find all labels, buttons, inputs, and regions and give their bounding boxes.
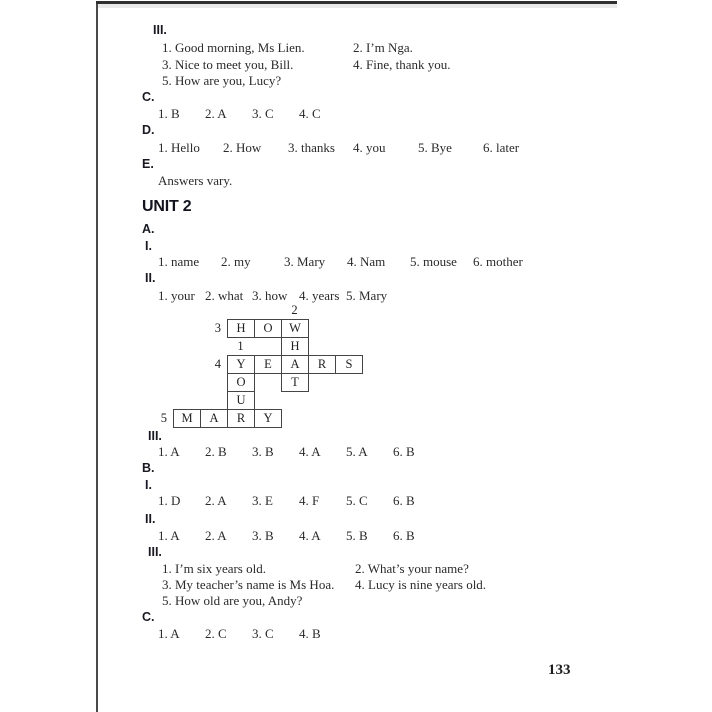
answer-item: 2. How	[223, 140, 262, 155]
answer-item: 2. what	[205, 288, 244, 303]
section-heading-i: I.	[145, 239, 152, 253]
answer-item: 3. E	[252, 493, 273, 508]
answer-item: 3. B	[252, 444, 274, 459]
answer-sentence: 3. My teacher’s name is Ms Hoa.	[162, 577, 335, 592]
answer-item: 3. thanks	[288, 140, 335, 155]
section-heading-iii: III.	[148, 429, 162, 443]
answer-item: 4. you	[353, 140, 386, 155]
answer-item: 1. your	[158, 288, 195, 303]
answer-sentence: 2. What’s your name?	[355, 561, 469, 576]
crossword-clue-number: 1	[237, 338, 244, 353]
answer-item: 5. C	[346, 493, 368, 508]
answers-row	[158, 105, 346, 122]
answer-item: 1. B	[158, 106, 180, 121]
crossword-cell: U	[227, 391, 255, 410]
crossword-cell: T	[281, 373, 309, 392]
answers-row	[158, 527, 440, 544]
answer-item: 2. my	[221, 254, 251, 269]
answer-item: 6. mother	[473, 254, 523, 269]
crossword-cell: O	[254, 319, 282, 338]
answer-item: 3. C	[252, 106, 274, 121]
answer-sentence: 4. Fine, thank you.	[353, 57, 451, 72]
answer-item: 1. A	[158, 444, 180, 459]
answer-item: 5. Mary	[346, 288, 388, 303]
crossword-cell: R	[227, 409, 255, 428]
answer-item: 3. B	[252, 528, 274, 543]
answer-item: 6. later	[483, 140, 520, 155]
answer-item: 4. years	[299, 288, 340, 303]
answer-sentence: 5. How old are you, Andy?	[162, 593, 303, 608]
answers-row	[158, 625, 346, 642]
section-heading-i: I.	[145, 478, 152, 492]
crossword-cell: E	[254, 355, 282, 374]
crossword-cell: A	[200, 409, 228, 428]
unit-2-title: UNIT 2	[142, 198, 192, 215]
answers-row	[158, 492, 440, 509]
crossword-cell: W	[281, 319, 309, 338]
crossword-grid	[146, 301, 364, 428]
answer-item: 3. C	[252, 626, 274, 641]
answer-item: 2. A	[205, 106, 227, 121]
crossword-cell: A	[281, 355, 309, 374]
answer-item: 4. B	[299, 626, 321, 641]
page-left-scan-edge	[96, 2, 98, 712]
answer-sentence: 1. I’m six years old.	[162, 561, 266, 576]
crossword-cell: S	[335, 355, 363, 374]
answers-vary-text: Answers vary.	[158, 173, 233, 188]
answer-item: 4. C	[299, 106, 321, 121]
answers-row	[158, 139, 548, 156]
answer-item: 2. B	[205, 444, 227, 459]
answer-item: 3. how	[252, 288, 288, 303]
answer-item: 4. F	[299, 493, 320, 508]
answer-sentence: 2. I’m Nga.	[353, 40, 413, 55]
section-heading-e: E.	[142, 157, 154, 171]
section-heading-iii: III.	[153, 23, 167, 37]
crossword-clue-number: 4	[214, 356, 221, 371]
answer-sentence: 1. Good morning, Ms Lien.	[162, 40, 305, 55]
answer-sentence: 5. How are you, Lucy?	[162, 73, 282, 88]
answers-row	[158, 443, 440, 460]
section-heading-ii: II.	[145, 271, 156, 285]
answer-item: 5. Bye	[418, 140, 452, 155]
crossword-cell: R	[308, 355, 336, 374]
section-heading-ii: II.	[145, 512, 156, 526]
answer-item: 4. A	[299, 528, 321, 543]
answer-item: 1. D	[158, 493, 181, 508]
answers-row	[158, 253, 536, 270]
section-heading-iii: III.	[148, 545, 162, 559]
section-heading-c: C.	[142, 90, 155, 104]
answer-sentence: 4. Lucy is nine years old.	[355, 577, 487, 592]
answer-item: 4. A	[299, 444, 321, 459]
crossword-cell: Y	[254, 409, 282, 428]
answer-item: 6. B	[393, 444, 415, 459]
section-heading-a: A.	[142, 222, 155, 236]
crossword-cell: Y	[227, 355, 255, 374]
answer-item: 4. Nam	[347, 254, 386, 269]
crossword-cell: M	[173, 409, 201, 428]
answer-item: 1. A	[158, 626, 180, 641]
answer-item: 6. B	[393, 528, 415, 543]
answer-item: 1. Hello	[158, 140, 200, 155]
answer-sentence: 3. Nice to meet you, Bill.	[162, 57, 294, 72]
crossword-clue-number: 3	[214, 320, 221, 335]
page-top-shadow	[98, 4, 617, 8]
answer-item: 2. C	[205, 626, 227, 641]
crossword-clue-number: 2	[291, 302, 298, 317]
page-number: 133	[548, 662, 571, 678]
answer-item: 1. A	[158, 528, 180, 543]
crossword-cell: H	[281, 337, 309, 356]
answer-item: 3. Mary	[284, 254, 326, 269]
crossword-cell: H	[227, 319, 255, 338]
answer-item: 5. B	[346, 528, 368, 543]
answer-item: 2. A	[205, 528, 227, 543]
crossword-clue-number: 5	[160, 410, 167, 425]
crossword-cell: O	[227, 373, 255, 392]
section-heading-c: C.	[142, 610, 155, 624]
section-heading-d: D.	[142, 123, 155, 137]
section-heading-b: B.	[142, 461, 155, 475]
answer-item: 2. A	[205, 493, 227, 508]
answer-item: 5. mouse	[410, 254, 457, 269]
answer-item: 5. A	[346, 444, 368, 459]
answer-item: 1. name	[158, 254, 200, 269]
answer-item: 6. B	[393, 493, 415, 508]
